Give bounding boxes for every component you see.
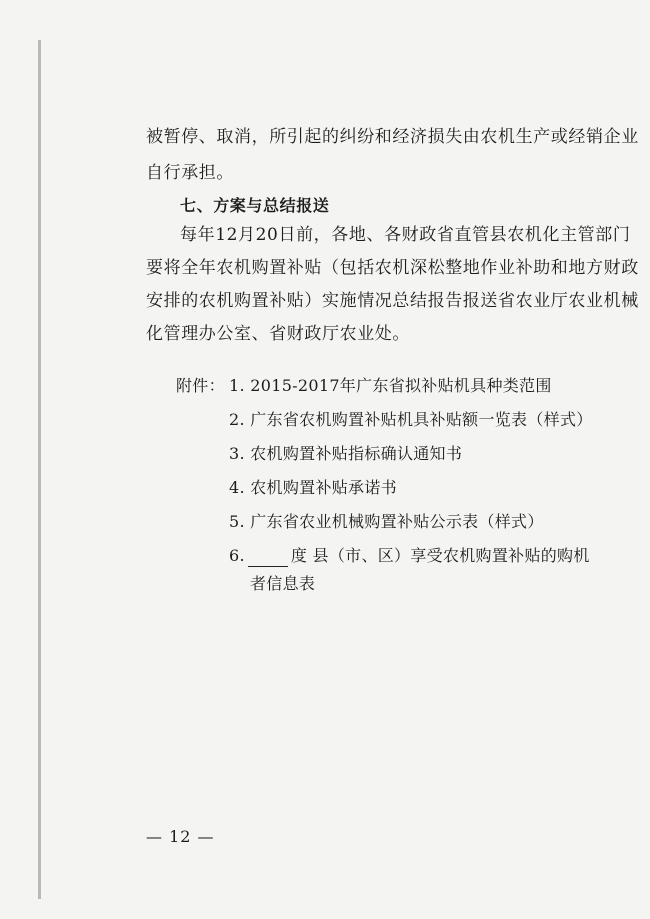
- attachment-item-6-prefix: 6.: [229, 546, 245, 565]
- attachment-item-5: 5. 广东省农业机械购置补贴公示表（样式）: [229, 512, 544, 531]
- attachment-item-6-continuation: 者信息表: [250, 574, 316, 593]
- attachment-item-3: 3. 农机购置补贴指标确认通知书: [229, 444, 463, 463]
- body-line-2: 自行承担。: [146, 163, 234, 183]
- paragraph-line-3: 安排的农机购置补贴）实施情况总结报告报送省农业厅农业机械: [146, 291, 639, 311]
- paragraph-line-4: 化管理办公室、省财政厅农业处。: [146, 324, 410, 344]
- attachment-item-6-text: 度 县（市、区）享受农机购置补贴的购机: [290, 546, 590, 565]
- attachment-item-6: [229, 545, 590, 567]
- section-heading: 七、方案与总结报送: [180, 196, 330, 215]
- page-number: — 12 —: [146, 827, 215, 846]
- body-line-1: 被暂停、取消，所引起的纠纷和经济损失由农机生产或经销企业: [146, 127, 639, 147]
- paragraph-line-2: 要将全年农机购置补贴（包括农机深松整地作业补助和地方财政: [146, 258, 639, 278]
- attachment-item-4: 4. 农机购置补贴承诺书: [229, 478, 397, 497]
- attachment-item-2: 2. 广东省农机购置补贴机具补贴额一览表（样式）: [229, 410, 593, 429]
- fill-in-blank: [248, 550, 288, 567]
- page-edge-shadow: [38, 40, 41, 899]
- attachment-item-1: 1. 2015-2017年广东省拟补贴机具种类范围: [229, 376, 552, 395]
- paragraph-line-1: 每年12月20日前，各地、各财政省直管县农机化主管部门: [180, 225, 631, 245]
- attachment-label: 附件：: [176, 376, 225, 395]
